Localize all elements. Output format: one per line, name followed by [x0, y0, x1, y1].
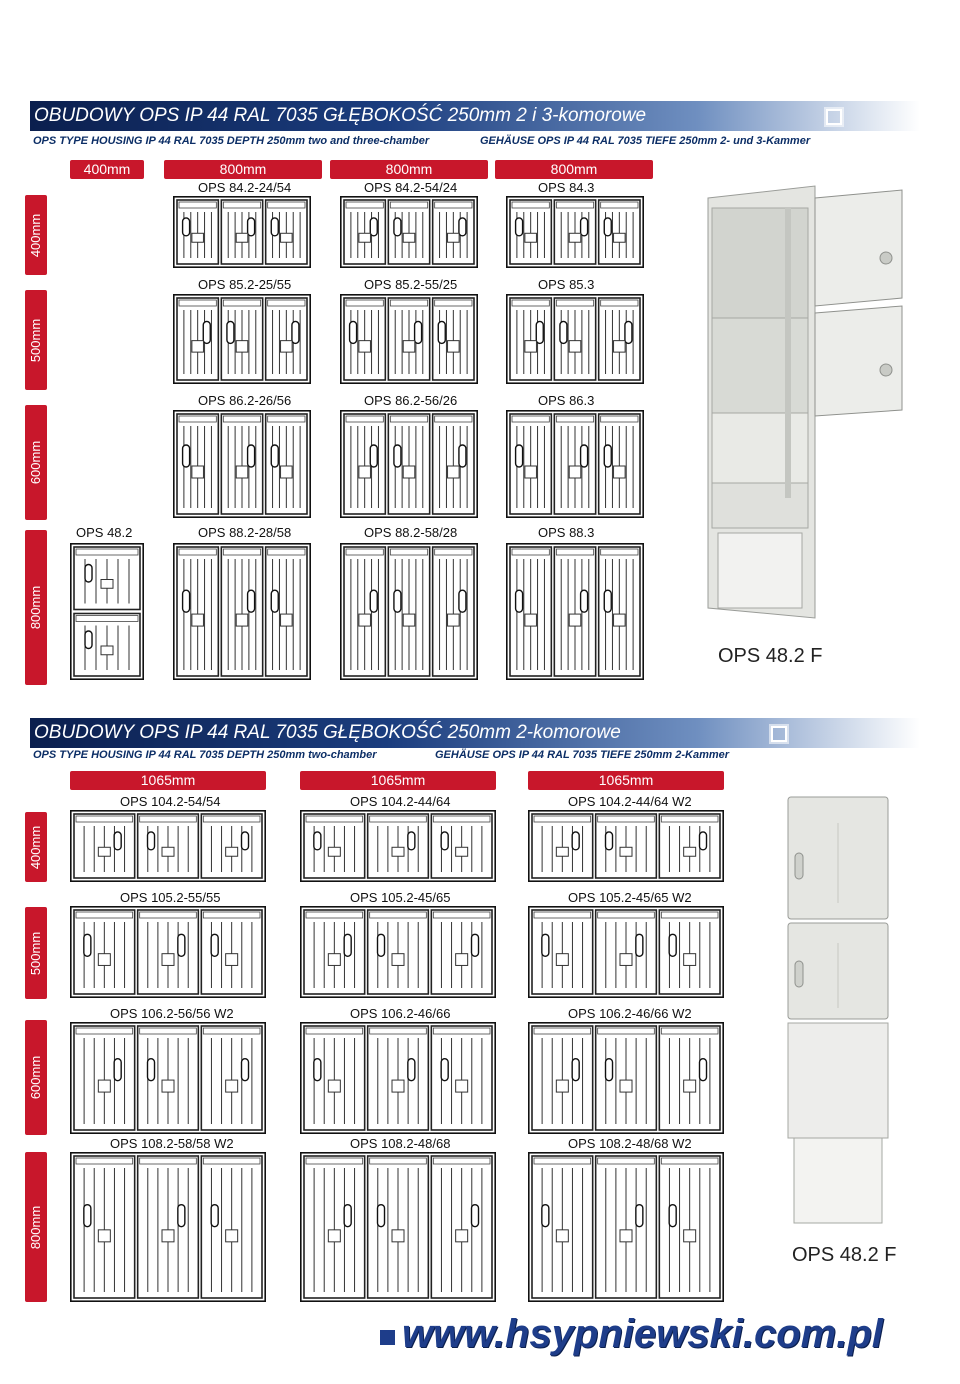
- model-label: OPS 108.2-48/68 W2: [568, 1136, 692, 1151]
- model-label: OPS 86.2-56/26: [364, 393, 458, 408]
- cabinet-diagram: [300, 1152, 496, 1302]
- model-label: OPS 84.2-54/24: [364, 180, 458, 195]
- height-label: 600mm: [25, 1020, 47, 1135]
- section2-header-bar: [30, 718, 920, 748]
- cabinet-diagram: [340, 294, 478, 384]
- height-label: 400mm: [25, 812, 47, 882]
- cabinet-diagram: [70, 906, 266, 998]
- photo-caption: OPS 48.2 F: [792, 1244, 897, 1266]
- photo-caption: OPS 48.2 F: [718, 645, 823, 667]
- cabinet-diagram: [300, 906, 496, 998]
- bullet-square-icon: [380, 1330, 395, 1345]
- cabinet-diagram: [528, 906, 724, 998]
- model-label: OPS 105.2-55/55: [120, 890, 221, 905]
- height-label: 500mm: [25, 907, 47, 999]
- width-label: 800mm: [330, 160, 488, 179]
- width-label: 1065mm: [300, 771, 496, 790]
- width-label: 1065mm: [528, 771, 724, 790]
- cabinet-diagram: [506, 543, 644, 680]
- model-label: OPS 88.3: [538, 525, 595, 540]
- square-icon: [771, 726, 787, 742]
- model-label: OPS 85.3: [538, 277, 595, 292]
- width-label: 1065mm: [70, 771, 266, 790]
- cabinet-diagram: [300, 810, 496, 882]
- square-icon: [826, 109, 842, 125]
- section1-subtitle-en: OPS TYPE HOUSING IP 44 RAL 7035 DEPTH 250mm two and three-chamber: [33, 135, 430, 147]
- cabinet-photo-open: [690, 178, 925, 628]
- section2-subtitle-de: GEHÄUSE OPS IP 44 RAL 7035 TIEFE 250mm 2-Kammer: [435, 749, 730, 761]
- model-label: OPS 106.2-46/66 W2: [568, 1006, 692, 1021]
- section1-title: OBUDOWY OPS IP 44 RAL 7035 GŁĘBOKOŚĆ 250mm 2 i 3-komorowe: [34, 105, 647, 126]
- model-label: OPS 108.2-48/68: [350, 1136, 451, 1151]
- cabinet-diagram: [70, 1152, 266, 1302]
- height-label: 800mm: [25, 1152, 47, 1302]
- cabinet-diagram: [173, 410, 311, 518]
- width-label: 400mm: [70, 160, 144, 179]
- cabinet-diagram: [173, 196, 311, 268]
- model-label: OPS 104.2-44/64: [350, 794, 451, 809]
- model-label: OPS 84.3: [538, 180, 595, 195]
- cabinet-diagram: [528, 1152, 724, 1302]
- model-label: OPS 88.2-28/58: [198, 525, 292, 540]
- height-label: 800mm: [25, 530, 47, 685]
- cabinet-diagram: [300, 1022, 496, 1134]
- model-label: OPS 106.2-46/66: [350, 1006, 451, 1021]
- cabinet-diagram: [340, 410, 478, 518]
- height-label: 400mm: [25, 195, 47, 275]
- height-label: 600mm: [25, 405, 47, 520]
- cabinet-diagram: [70, 543, 144, 680]
- cabinet-diagram: [70, 810, 266, 882]
- model-label: OPS 48.2: [76, 525, 133, 540]
- width-label: 800mm: [495, 160, 653, 179]
- model-label: OPS 86.3: [538, 393, 595, 408]
- cabinet-diagram: [340, 196, 478, 268]
- model-label: OPS 85.2-55/25: [364, 277, 458, 292]
- width-label: 800mm: [164, 160, 322, 179]
- section1-header-bar: [30, 101, 920, 131]
- cabinet-diagram: [506, 294, 644, 384]
- section1-subtitle-de: GEHÄUSE OPS IP 44 RAL 7035 TIEFE 250mm 2- und 3-Kammer: [480, 135, 811, 147]
- model-label: OPS 105.2-45/65 W2: [568, 890, 692, 905]
- cabinet-diagram: [70, 1022, 266, 1134]
- model-label: OPS 106.2-56/56 W2: [110, 1006, 234, 1021]
- cabinet-diagram: [528, 1022, 724, 1134]
- section2-title: OBUDOWY OPS IP 44 RAL 7035 GŁĘBOKOŚĆ 250mm 2-komorowe: [34, 722, 621, 743]
- model-label: OPS 105.2-45/65: [350, 890, 451, 905]
- model-label: OPS 88.2-58/28: [364, 525, 458, 540]
- section2-subtitle-en: OPS TYPE HOUSING IP 44 RAL 7035 DEPTH 250mm two-chamber: [33, 749, 377, 761]
- website-url[interactable]: www.hsypniewski.com.pl: [402, 1312, 883, 1356]
- cabinet-diagram: [506, 196, 644, 268]
- cabinet-diagram: [173, 294, 311, 384]
- model-label: OPS 86.2-26/56: [198, 393, 292, 408]
- cabinet-diagram: [173, 543, 311, 680]
- cabinet-diagram: [340, 543, 478, 680]
- model-label: OPS 84.2-24/54: [198, 180, 292, 195]
- model-label: OPS 108.2-58/58 W2: [110, 1136, 234, 1151]
- cabinet-diagram: [528, 810, 724, 882]
- cabinet-photo-closed: [780, 793, 895, 1233]
- model-label: OPS 104.2-54/54: [120, 794, 221, 809]
- model-label: OPS 85.2-25/55: [198, 277, 292, 292]
- height-label: 500mm: [25, 290, 47, 390]
- cabinet-diagram: [506, 410, 644, 518]
- model-label: OPS 104.2-44/64 W2: [568, 794, 692, 809]
